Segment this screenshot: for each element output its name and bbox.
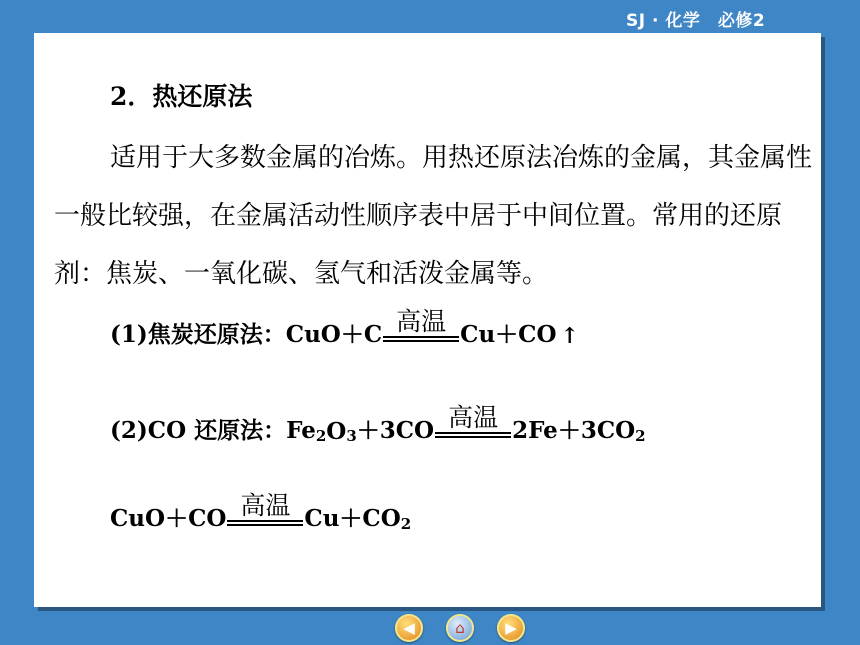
course-label: SJ · 化学 必修2 bbox=[626, 11, 766, 31]
eq2-sub2: 3 bbox=[346, 427, 357, 445]
forward-arrow-icon[interactable]: ▶ bbox=[497, 614, 525, 642]
eq2-right: 2Fe＋3CO bbox=[512, 417, 636, 444]
eq2-sub1: 2 bbox=[315, 427, 327, 445]
gas-arrow-icon: ↑ bbox=[560, 323, 579, 349]
eq2-condition-sign bbox=[435, 404, 511, 438]
eq1-condition: 高温 bbox=[396, 307, 447, 336]
eq2-sub3: 2 bbox=[635, 427, 646, 445]
eq2-mid1: O bbox=[326, 418, 347, 445]
back-arrow-icon[interactable]: ◀ bbox=[395, 614, 423, 642]
eq1-equals-line bbox=[383, 336, 459, 342]
description-paragraph: 适用于大多数金属的冶炼。用热还原法冶炼的金属，其金属性一般比较强，在金属活动性顺序表中居于中间位置。常用的还原剂：焦炭、一氧化碳、氢气和活泼金属等。 bbox=[54, 143, 813, 289]
eq3-sub: 2 bbox=[400, 515, 412, 533]
equation-co-reduction-copper bbox=[110, 491, 412, 533]
eq1-condition-sign bbox=[383, 308, 459, 342]
eq3-left: CuO＋CO bbox=[110, 505, 227, 532]
slide-content bbox=[34, 33, 821, 607]
home-icon[interactable]: ⌂ bbox=[446, 614, 474, 642]
eq2-condition: 高温 bbox=[448, 403, 499, 432]
eq1-left: (1)焦炭还原法：CuO＋C bbox=[110, 321, 383, 348]
section-heading: 2．热还原法 bbox=[110, 82, 253, 111]
equation-coke-reduction bbox=[110, 307, 579, 349]
equation-co-reduction-iron bbox=[110, 403, 646, 445]
eq2-prefix: (2)CO 还原法：Fe bbox=[110, 417, 316, 444]
eq1-right: Cu＋CO bbox=[460, 321, 557, 348]
eq2-equals-line bbox=[435, 432, 511, 438]
eq3-condition: 高温 bbox=[240, 491, 291, 520]
eq3-equals-line bbox=[227, 520, 303, 526]
eq3-condition-sign bbox=[227, 492, 303, 526]
eq2-mid2: ＋3CO bbox=[356, 417, 435, 444]
eq3-right: Cu＋CO bbox=[304, 505, 401, 532]
slide-card bbox=[34, 33, 821, 607]
